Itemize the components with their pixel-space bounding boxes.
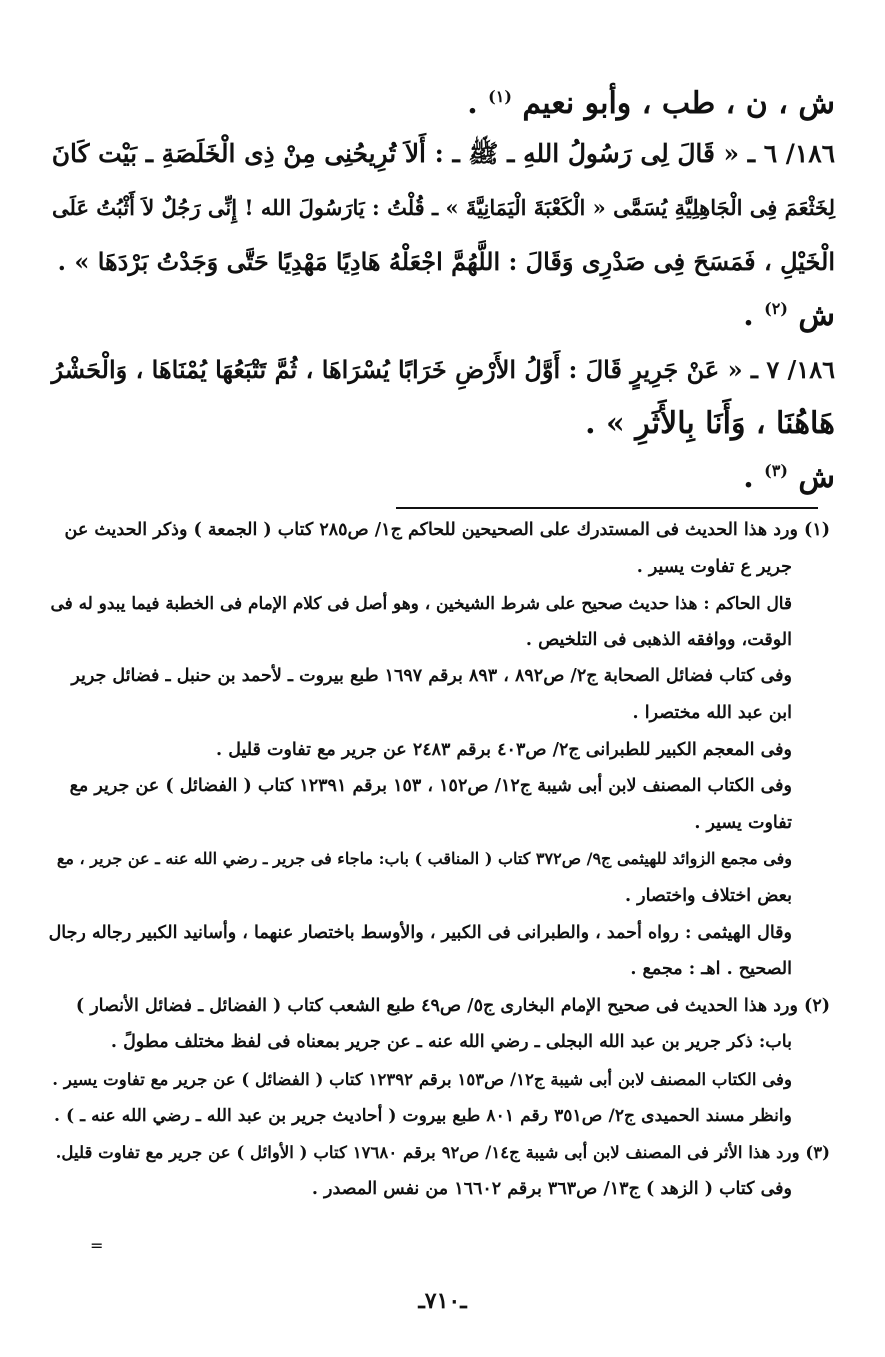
footnote-ref-1: (١) <box>488 87 512 106</box>
footnote-line: (٢) ورد هذا الحديث فى صحيح الإمام البخارى ج٥/ ص٤٩ طبع الشعب كتاب ( الفضائل ـ فضائل الأنصار ) <box>75 995 830 1016</box>
hadith-186-7-line-1: ١٨٦/ ٧ ـ « عَنْ جَرِيرٍ قَالَ : أَوَّلُ الأَرْضِ خَرَابًا يُسْرَاهَا ، ثُمَّ تَتْبَعُهَا يُمْنَاهَا ، وَالْحَشْرُ <box>51 355 835 384</box>
footnote-ref-2: (٢) <box>764 299 788 318</box>
footnote-line: وقال الهيثمى : رواه أحمد ، والطبرانى فى الكبير ، والأوسط باختصار عنهما ، وأسانيد الكبير رجاله رجال <box>48 922 792 943</box>
footnote-line: (١) ورد هذا الحديث فى المستدرك على الصحيحين للحاكم ج١/ ص٢٨٥ كتاب ( الجمعة ) وذكر الحديث عن <box>64 520 830 540</box>
page-number: ـ٧١٠ـ <box>418 1288 467 1314</box>
footnote-ref-3: (٣) <box>764 461 788 480</box>
footnote-line: وفى كتاب ( الزهد ) ج١٣/ ص٣٦٣ برقم ١٦٦٠٢ من نفس المصدر . <box>311 1178 792 1199</box>
source-abbreviation: ش <box>798 298 835 333</box>
hadith-186-7-line-2: هَاهُنَا ، وَأَنَا بِالأَثَرِ » . <box>585 406 835 441</box>
footnote-separator <box>396 507 818 509</box>
hadith-text <box>50 85 835 513</box>
footnote-line: جرير ع تفاوت يسير . <box>636 556 792 577</box>
footnote-line: بعض اختلاف واختصار . <box>624 885 792 906</box>
footnote-line: (٣) ورد هذا الأثر فى المصنف لابن أبى شيبة ج١٤/ ص٩٢ برقم ١٧٦٨٠ كتاب ( الأوائل ) عن جرير مع تفاوت قليل. <box>55 1142 830 1163</box>
footnote-line: قال الحاكم : هذا حديث صحيح على شرط الشيخين ، وهو أصل فى كلام الإمام فى الخطبة فيما يبدو له فى <box>50 593 792 614</box>
hadith-186-6-source-line <box>50 297 835 335</box>
footnote-line: وفى مجمع الزوائد للهيثمى ج٩/ ص٣٧٢ كتاب ( المناقب ) باب: ماجاء فى جرير ـ رضي الله عنه ـ عن جرير ، مع <box>56 849 792 869</box>
hadith-186-6-line-2: لِخَثْعَمَ فِى الْجَاهِلِيَّةِ يُسَمَّى « الْكَعْبَةَ الْيَمَانِيَّةَ » ـ قُلْتُ : يَارَسُولَ الله ! إِنِّى رَجُلٌ لاَ أَثْبُتُ عَلَى <box>52 195 835 220</box>
footnote-line: الوقت، ووافقه الذهبى فى التلخيص . <box>525 629 792 650</box>
footnote-line: وفى المعجم الكبير للطبرانى ج٢/ ص٤٠٣ برقم ٢٤٨٣ عن جرير مع تفاوت قليل . <box>216 739 792 760</box>
line-end-mark: . <box>743 460 754 495</box>
continuation-mark: = <box>90 1236 104 1255</box>
hadith-186-7-source-line <box>50 459 835 497</box>
hadith-186-6-line-1: ١٨٦/ ٦ ـ « قَالَ لِى رَسُولُ اللهِ ـ ﷺ ـ : أَلاَ تُرِيحُنِى مِنْ ذِى الْخَلَصَةِ ـ بَيْت كَانَ <box>51 139 835 168</box>
footnote-line: باب: ذكر جرير بن عبد الله البجلى ـ رضي الله عنه ـ عن جرير بمعناه فى لفظ مختلف مطولً . <box>110 1032 792 1053</box>
source-abbreviations: ش ، ن ، طب ، وأبو نعيم <box>522 86 835 121</box>
footnote-line: وانظر مسند الحميدى ج٢/ ص٣٥١ رقم ٨٠١ طبع بيروت ( أحاديث جرير بن عبد الله ـ رضي الله عنه ـ ) . <box>54 1105 792 1126</box>
footnotes <box>45 518 830 1213</box>
footnote-line: وفى الكتاب المصنف لابن أبى شيبة ج١٢/ ص١٥٣ برقم ١٢٣٩٢ كتاب ( الفضائل ) عن جرير مع تفاوت يسير . <box>52 1068 792 1089</box>
hadith-185-source-line <box>50 85 835 123</box>
footnote-line: تفاوت يسير . <box>694 812 792 833</box>
source-abbreviation: ش <box>798 460 835 495</box>
footnote-line: ابن عبد الله مختصرا . <box>632 702 792 723</box>
line-end-mark: . <box>743 298 754 333</box>
footnote-line: الصحيح . اهـ : مجمع . <box>630 959 792 980</box>
footnote-line: وفى كتاب فضائل الصحابة ج٢/ ص٨٩٢ ، ٨٩٣ برقم ١٦٩٧ طبع بيروت ـ لأحمد بن حنبل ـ فضائل جرير <box>71 666 792 687</box>
hadith-186-6-line-3: الْخَيْلِ ، فَمَسَحَ فِى صَدْرِى وَقَالَ : اللَّهُمَّ اجْعَلْهُ هَادِيًا مَهْدِيًا حَتَّى وَجَدْتُ بَرْدَهَا » . <box>57 247 835 276</box>
footnote-line: وفى الكتاب المصنف لابن أبى شيبة ج١٢/ ص١٥٢ ، ١٥٣ برقم ١٢٣٩١ كتاب ( الفضائل ) عن جرير مع <box>69 776 792 797</box>
line-end-mark: . <box>467 86 478 121</box>
